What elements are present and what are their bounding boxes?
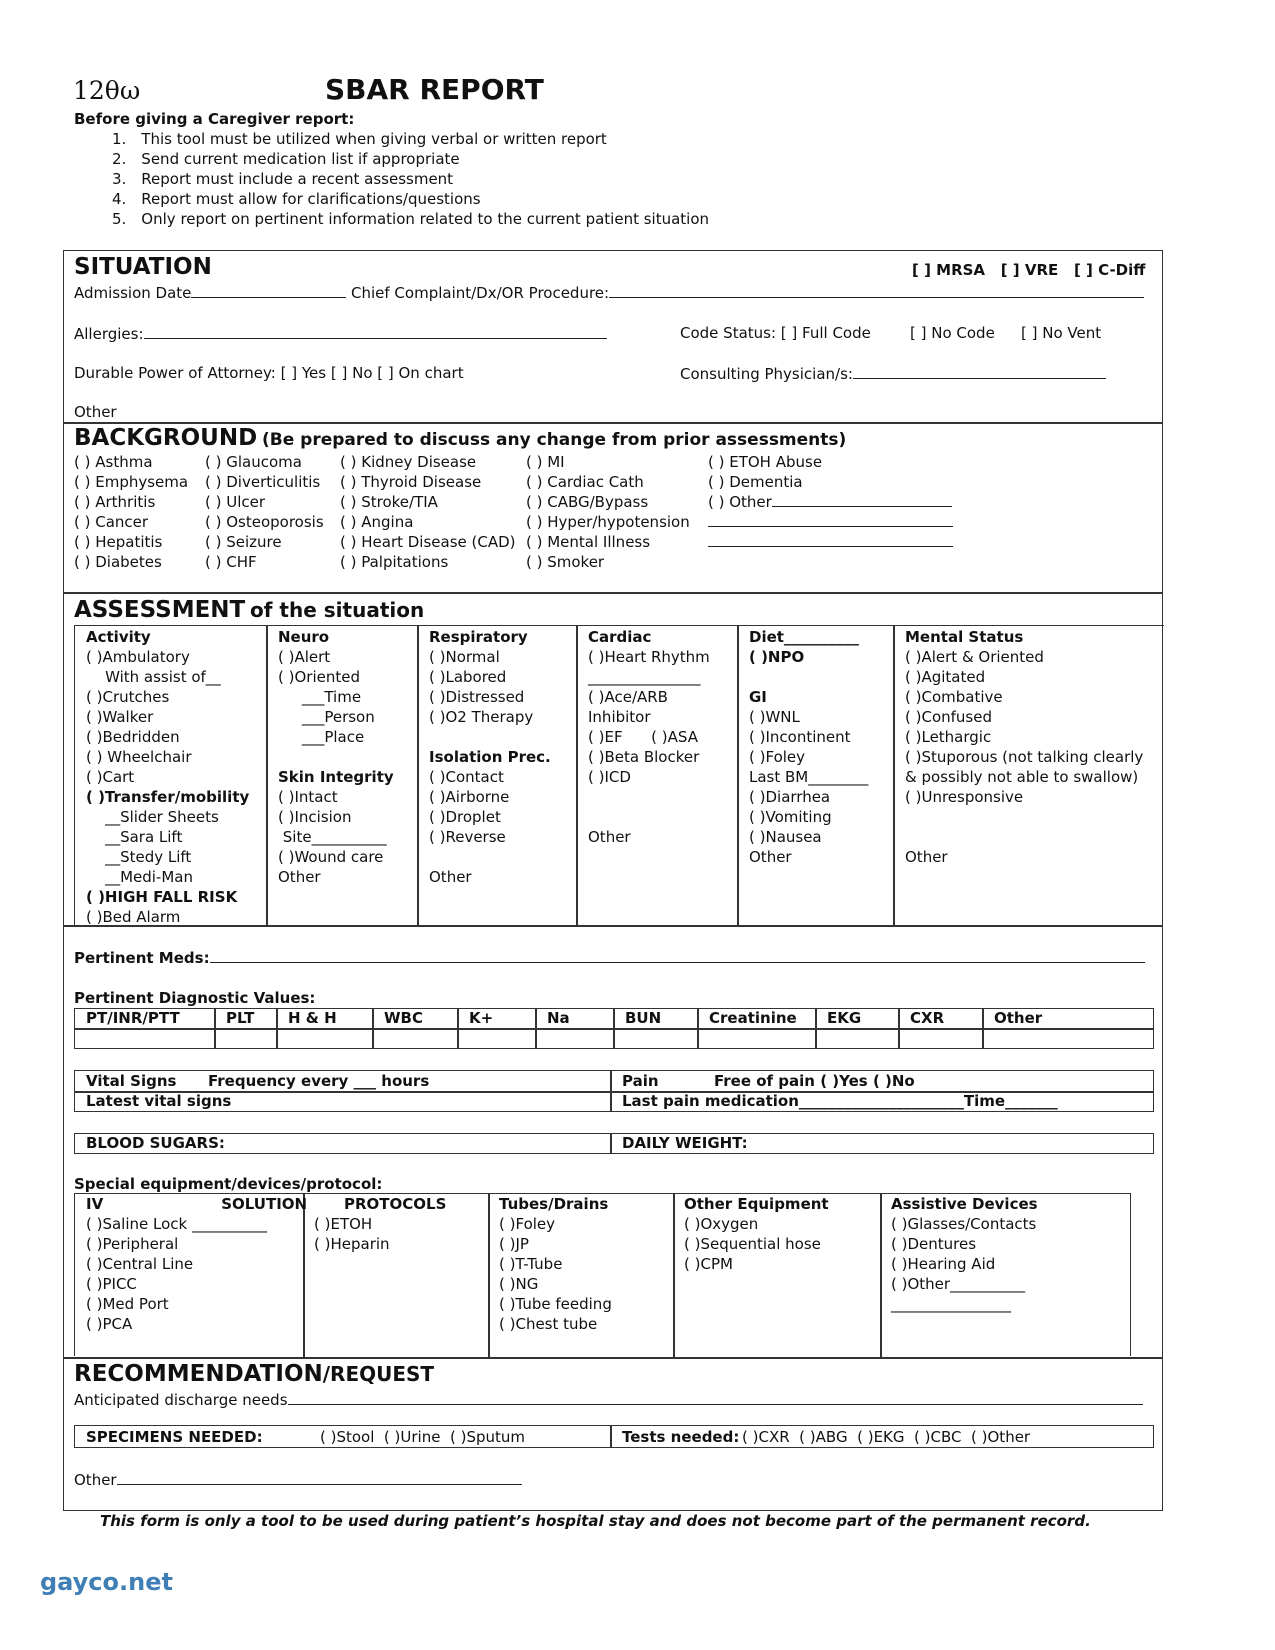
- diag-header-wbc: WBC: [384, 1009, 423, 1027]
- condition-checkbox[interactable]: ( ) Palpitations: [340, 553, 449, 571]
- vital-signs-label: Vital Signs: [86, 1072, 177, 1090]
- mental-item: & possibly not able to swallow): [905, 768, 1139, 786]
- diet-item[interactable]: ( )NPO: [749, 648, 805, 666]
- respiratory-column: [429, 627, 551, 887]
- condition-checkbox[interactable]: ( ) Glaucoma: [205, 453, 302, 471]
- diag-header-bun: BUN: [625, 1009, 662, 1027]
- assistive-devices-column: [891, 1194, 1038, 1314]
- test-options[interactable]: ( )CXR ( )ABG ( )EKG ( )CBC ( )Other: [742, 1428, 1031, 1446]
- equipment-item[interactable]: ( )Oxygen: [684, 1215, 759, 1233]
- spacer: [749, 667, 868, 687]
- divider: [457, 1008, 459, 1049]
- footer-disclaimer: This form is only a tool to be used during patient’s hospital stay and does not become part of the permanent record.: [100, 1512, 1091, 1530]
- mental-item[interactable]: ( )Stuporous (not talking clearly: [905, 748, 1144, 766]
- activity-column: [86, 627, 249, 927]
- allergies-label: Allergies:: [74, 325, 144, 343]
- tube-item[interactable]: ( )JP: [499, 1235, 529, 1253]
- assistive-item[interactable]: ________________: [891, 1295, 1011, 1313]
- equipment-item[interactable]: ( )CPM: [684, 1255, 733, 1273]
- mental-other[interactable]: Other: [905, 848, 948, 866]
- admission-date-label: Admission Date: [74, 284, 192, 302]
- cardiac-item[interactable]: ( )ICD: [588, 768, 631, 786]
- situation-title: SITUATION: [74, 254, 212, 280]
- recommendation-title: RECOMMENDATION: [74, 1361, 323, 1387]
- tube-item[interactable]: ( )T-Tube: [499, 1255, 563, 1273]
- background-col-2[interactable]: [205, 452, 324, 572]
- background-col-3[interactable]: [340, 452, 516, 572]
- diet-item[interactable]: ( )Nausea: [749, 828, 822, 846]
- code-status-full[interactable]: Code Status: [ ] Full Code: [680, 324, 871, 342]
- divider: [982, 1008, 984, 1049]
- activity-item[interactable]: __Slider Sheets: [86, 808, 219, 826]
- sugars-table: [74, 1133, 1154, 1154]
- divider: [214, 1008, 216, 1049]
- tubes-column: [499, 1194, 612, 1334]
- activity-item[interactable]: ( )Walker: [86, 708, 154, 726]
- divider: [697, 1008, 699, 1049]
- cardiac-other[interactable]: Other: [588, 828, 631, 846]
- pertinent-meds-field[interactable]: [74, 948, 1145, 967]
- other-condition-field[interactable]: ( ) Other: [708, 492, 953, 512]
- cardiac-header: Cardiac: [588, 628, 652, 646]
- pertinent-meds-label: Pertinent Meds:: [74, 949, 210, 967]
- condition-checkbox[interactable]: ( ) Dementia: [708, 473, 803, 491]
- diag-header-ekg: EKG: [827, 1009, 862, 1027]
- recommendation-title-row: [74, 1361, 434, 1389]
- activity-item[interactable]: ( )Transfer/mobility: [86, 788, 250, 806]
- diet-item[interactable]: ( )Vomiting: [749, 808, 832, 826]
- condition-checkbox[interactable]: ( ) Diabetes: [74, 553, 162, 571]
- diet-item[interactable]: ( )Foley: [749, 748, 806, 766]
- instruction-item: 5. Only report on pertinent information related to the current patient situation: [112, 210, 710, 228]
- mental-item[interactable]: ( )Unresponsive: [905, 788, 1024, 806]
- other-equipment-header: Other Equipment: [684, 1195, 829, 1213]
- spacer: [429, 847, 551, 867]
- condition-checkbox[interactable]: ( ) Smoker: [526, 553, 605, 571]
- page-title: SBAR REPORT: [325, 73, 544, 106]
- assessment-title-row: [74, 597, 424, 625]
- cardiac-item[interactable]: ( )Heart Rhythm: [588, 648, 710, 666]
- cardiac-item[interactable]: ( )EF ( )ASA: [588, 728, 698, 746]
- iv-header: IV: [86, 1195, 104, 1213]
- assistive-header: Assistive Devices: [891, 1195, 1038, 1213]
- equipment-item[interactable]: ( )Sequential hose: [684, 1235, 821, 1253]
- instruction-item: 4. Report must allow for clarifications/questions: [112, 190, 481, 208]
- divider: [898, 1008, 900, 1049]
- divider: [63, 1357, 1163, 1359]
- respiratory-header: Respiratory: [429, 628, 528, 646]
- solution-header: SOLUTION: [221, 1195, 308, 1213]
- tubes-header: Tubes/Drains: [499, 1195, 609, 1213]
- activity-item[interactable]: ( )Crutches: [86, 688, 170, 706]
- blank-line[interactable]: [708, 532, 953, 552]
- condition-checkbox[interactable]: ( ) CHF: [205, 553, 257, 571]
- condition-checkbox[interactable]: ( ) Cardiac Cath: [526, 473, 644, 491]
- condition-checkbox[interactable]: ( ) Seizure: [205, 533, 282, 551]
- divider: [63, 422, 1163, 424]
- situation-other[interactable]: Other: [74, 403, 117, 421]
- respiratory-item[interactable]: ( )Airborne: [429, 788, 510, 806]
- mental-item[interactable]: ( )Combative: [905, 688, 1003, 706]
- vital-frequency-field[interactable]: Frequency every ___ hours: [208, 1072, 430, 1090]
- respiratory-item[interactable]: ( )Contact: [429, 768, 504, 786]
- condition-checkbox[interactable]: ( ) Angina: [340, 513, 414, 531]
- blood-sugars-field[interactable]: BLOOD SUGARS:: [86, 1134, 225, 1152]
- respiratory-item[interactable]: ( )Reverse: [429, 828, 506, 846]
- blank-line[interactable]: [708, 512, 953, 532]
- specimen-options[interactable]: ( )Stool ( )Urine ( )Sputum: [320, 1428, 526, 1446]
- spacer: [905, 807, 1143, 827]
- mental-item[interactable]: ( )Alert & Oriented: [905, 648, 1044, 666]
- condition-checkbox[interactable]: ( ) Hepatitis: [74, 533, 163, 551]
- respiratory-item[interactable]: ( )Labored: [429, 668, 507, 686]
- cardiac-item[interactable]: ( )Beta Blocker: [588, 748, 700, 766]
- diag-header-hh: H & H: [288, 1009, 337, 1027]
- activity-item[interactable]: __Medi-Man: [86, 868, 193, 886]
- condition-checkbox[interactable]: ( ) Stroke/TIA: [340, 493, 438, 511]
- diagnostics-label: Pertinent Diagnostic Values:: [74, 989, 316, 1007]
- neuro-item[interactable]: ___Person: [278, 708, 375, 726]
- infection-flags[interactable]: [ ] MRSA [ ] VRE [ ] C-Diff: [912, 261, 1146, 279]
- activity-item[interactable]: ( )HIGH FALL RISK: [86, 888, 238, 906]
- divider: [535, 1008, 537, 1049]
- diag-header-cxr: CXR: [910, 1009, 945, 1027]
- chief-complaint-field[interactable]: [351, 283, 1144, 302]
- mental-item[interactable]: ( )Agitated: [905, 668, 986, 686]
- instruction-item: 3. Report must include a recent assessment: [112, 170, 454, 188]
- divider: [63, 592, 1163, 594]
- mental-item[interactable]: ( )Confused: [905, 708, 992, 726]
- background-col-1[interactable]: [74, 452, 188, 572]
- activity-item[interactable]: ( )Cart: [86, 768, 135, 786]
- iv-item[interactable]: ( )PICC: [86, 1275, 137, 1293]
- divider: [893, 625, 895, 925]
- other-equipment-column: [684, 1194, 829, 1274]
- diag-header-plt: PLT: [226, 1009, 255, 1027]
- spacer: [905, 827, 1143, 847]
- allergies-field[interactable]: [74, 324, 607, 343]
- divider: [488, 1193, 490, 1357]
- iv-column: [86, 1194, 307, 1334]
- specimens-label: SPECIMENS NEEDED:: [86, 1428, 263, 1446]
- diag-header-k: K+: [469, 1009, 494, 1027]
- last-pain-medication-field[interactable]: Last pain medication______________________Time_______: [622, 1092, 1058, 1110]
- logo: 12θω: [73, 76, 141, 105]
- neuro-item[interactable]: ( )Incision: [278, 808, 352, 826]
- free-of-pain-field[interactable]: Free of pain ( )Yes ( )No: [714, 1072, 915, 1090]
- latest-vitals-label[interactable]: Latest vital signs: [86, 1092, 232, 1110]
- diet-item[interactable]: Last BM________: [749, 768, 869, 786]
- diag-header-pt-inr: PT/INR/PTT: [86, 1009, 180, 1027]
- neuro-item[interactable]: ___Place: [278, 728, 365, 746]
- spacer: [278, 747, 394, 767]
- diag-header-other: Other: [994, 1009, 1043, 1027]
- respiratory-item[interactable]: ( )Normal: [429, 648, 500, 666]
- iv-item[interactable]: ( )Med Port: [86, 1295, 169, 1313]
- background-title-row: [74, 425, 846, 453]
- diet-header[interactable]: Diet__________: [749, 628, 859, 646]
- spacer: [588, 787, 710, 807]
- iv-item[interactable]: ( )Peripheral: [86, 1235, 179, 1253]
- gi-header: GI: [749, 688, 767, 706]
- cardiac-item[interactable]: ( )Ace/ARB: [588, 688, 668, 706]
- tube-item[interactable]: ( )Tube feeding: [499, 1295, 612, 1313]
- respiratory-item[interactable]: ( )Droplet: [429, 808, 501, 826]
- spacer: [588, 807, 710, 827]
- condition-checkbox[interactable]: ( ) ETOH Abuse: [708, 453, 823, 471]
- neuro-item[interactable]: ( )Oriented: [278, 668, 360, 686]
- iv-item[interactable]: ( )Central Line: [86, 1255, 194, 1273]
- code-status-no-vent[interactable]: [ ] No Vent: [1021, 324, 1102, 342]
- divider: [610, 1425, 612, 1448]
- condition-checkbox[interactable]: ( ) Diverticulitis: [205, 473, 321, 491]
- tube-item[interactable]: ( )Chest tube: [499, 1315, 598, 1333]
- diet-item[interactable]: ( )WNL: [749, 708, 800, 726]
- iv-item[interactable]: ( )PCA: [86, 1315, 133, 1333]
- diet-column: [749, 627, 868, 867]
- condition-checkbox[interactable]: ( ) Asthma: [74, 453, 153, 471]
- tests-label: Tests needed:: [622, 1428, 740, 1446]
- intro-heading: Before giving a Caregiver report:: [74, 110, 355, 128]
- other-label: Other: [74, 1471, 117, 1489]
- admission-date-field[interactable]: [74, 283, 346, 302]
- chief-complaint-label: Chief Complaint/Dx/OR Procedure:: [351, 284, 610, 302]
- divider: [613, 1008, 615, 1049]
- iv-item[interactable]: ( )Saline Lock __________: [86, 1215, 267, 1233]
- consulting-label: Consulting Physician/s:: [680, 365, 853, 383]
- neuro-other[interactable]: Other: [278, 868, 321, 886]
- activity-item[interactable]: With assist of__: [86, 668, 221, 686]
- background-col-4[interactable]: [526, 452, 690, 572]
- activity-item[interactable]: __Sara Lift: [86, 828, 183, 846]
- mental-status-header: Mental Status: [905, 628, 1024, 646]
- condition-checkbox[interactable]: ( ) Kidney Disease: [340, 453, 477, 471]
- neuro-item[interactable]: ( )Wound care: [278, 848, 384, 866]
- activity-header: Activity: [86, 628, 151, 646]
- diag-header-na: Na: [547, 1009, 570, 1027]
- divider: [610, 1133, 612, 1154]
- skin-integrity-header: Skin Integrity: [278, 768, 394, 786]
- condition-checkbox[interactable]: ( ) Arthritis: [74, 493, 156, 511]
- background-note: (Be prepared to discuss any change from prior assessments): [261, 430, 847, 450]
- neuro-item[interactable]: ( )Alert: [278, 648, 331, 666]
- mental-item[interactable]: ( )Lethargic: [905, 728, 992, 746]
- neuro-item[interactable]: ( )Intact: [278, 788, 338, 806]
- neuro-item[interactable]: ___Time: [278, 688, 362, 706]
- respiratory-item[interactable]: ( )Distressed: [429, 688, 525, 706]
- protocol-item[interactable]: ( )ETOH: [314, 1215, 373, 1233]
- condition-checkbox[interactable]: ( ) Osteoporosis: [205, 513, 324, 531]
- activity-item[interactable]: __Stedy Lift: [86, 848, 192, 866]
- background-col-5[interactable]: [708, 452, 953, 552]
- assessment-subtitle: of the situation: [250, 598, 425, 622]
- mental-status-column: [905, 627, 1143, 867]
- protocol-item[interactable]: ( )Heparin: [314, 1235, 390, 1253]
- divider: [880, 1193, 882, 1357]
- neuro-item[interactable]: Site__________: [278, 828, 387, 846]
- divider: [815, 1008, 817, 1049]
- activity-item[interactable]: ( ) Wheelchair: [86, 748, 192, 766]
- condition-checkbox[interactable]: ( ) Emphysema: [74, 473, 189, 491]
- spacer: [429, 727, 551, 747]
- assessment-title: ASSESSMENT: [74, 597, 246, 623]
- activity-item[interactable]: ( )Bedridden: [86, 728, 180, 746]
- condition-checkbox[interactable]: ( ) Mental Illness: [526, 533, 651, 551]
- divider: [266, 625, 268, 925]
- discharge-label: Anticipated discharge needs: [74, 1391, 288, 1409]
- condition-checkbox[interactable]: ( ) Cancer: [74, 513, 149, 531]
- activity-item[interactable]: ( )Bed Alarm: [86, 908, 181, 926]
- tube-item[interactable]: ( )Foley: [499, 1215, 556, 1233]
- divider: [276, 1008, 278, 1049]
- tube-item[interactable]: ( )NG: [499, 1275, 539, 1293]
- diag-header-creatinine: Creatinine: [709, 1009, 797, 1027]
- diet-other[interactable]: Other: [749, 848, 792, 866]
- watermark: gayco.net: [40, 1568, 173, 1596]
- activity-item[interactable]: ( )Ambulatory: [86, 648, 190, 666]
- cardiac-item[interactable]: Inhibitor: [588, 708, 651, 726]
- instruction-item: 1. This tool must be utilized when giving verbal or written report: [112, 130, 607, 148]
- condition-checkbox[interactable]: ( ) Ulcer: [205, 493, 266, 511]
- code-status-no-code[interactable]: [ ] No Code: [910, 324, 995, 342]
- cardiac-item[interactable]: _______________: [588, 668, 701, 686]
- diet-item[interactable]: ( )Incontinent: [749, 728, 851, 746]
- divider: [610, 1070, 612, 1112]
- protocols-header: PROTOCOLS: [344, 1195, 447, 1213]
- condition-checkbox[interactable]: ( ) Thyroid Disease: [340, 473, 482, 491]
- iv-header-row: [86, 1194, 307, 1214]
- condition-checkbox[interactable]: ( ) Heart Disease (CAD): [340, 533, 516, 551]
- assistive-item[interactable]: ( )Dentures: [891, 1235, 977, 1253]
- recommendation-subtitle: /REQUEST: [322, 1362, 435, 1386]
- neuro-column: [278, 627, 394, 887]
- equipment-label: Special equipment/devices/protocol:: [74, 1175, 383, 1193]
- divider: [737, 625, 739, 925]
- pain-label: Pain: [622, 1072, 659, 1090]
- neuro-header: Neuro: [278, 628, 330, 646]
- discharge-needs-field[interactable]: [74, 1390, 1143, 1409]
- divider: [673, 1193, 675, 1357]
- instructions-list: [112, 129, 709, 229]
- assistive-item[interactable]: ( )Other__________: [891, 1275, 1026, 1293]
- consulting-physician-field[interactable]: [680, 364, 1106, 383]
- condition-checkbox[interactable]: ( ) CABG/Bypass: [526, 493, 649, 511]
- assistive-item[interactable]: ( )Hearing Aid: [891, 1255, 996, 1273]
- condition-checkbox[interactable]: ( ) MI: [526, 453, 565, 471]
- recommendation-other-field[interactable]: [74, 1470, 522, 1489]
- isolation-header: Isolation Prec.: [429, 748, 551, 766]
- protocols-column: [314, 1194, 446, 1254]
- diet-item[interactable]: ( )Diarrhea: [749, 788, 831, 806]
- cardiac-column: [588, 627, 710, 847]
- assistive-item[interactable]: ( )Glasses/Contacts: [891, 1215, 1037, 1233]
- instruction-item: 2. Send current medication list if appropriate: [112, 150, 460, 168]
- divider: [372, 1008, 374, 1049]
- divider: [576, 625, 578, 925]
- dpoa-field[interactable]: Durable Power of Attorney: [ ] Yes [ ] No [ ] On chart: [74, 364, 464, 382]
- respiratory-item[interactable]: ( )O2 Therapy: [429, 708, 534, 726]
- daily-weight-field[interactable]: DAILY WEIGHT:: [622, 1134, 748, 1152]
- divider: [417, 625, 419, 925]
- background-title: BACKGROUND: [74, 425, 258, 451]
- condition-checkbox[interactable]: ( ) Hyper/hypotension: [526, 513, 690, 531]
- respiratory-other[interactable]: Other: [429, 868, 472, 886]
